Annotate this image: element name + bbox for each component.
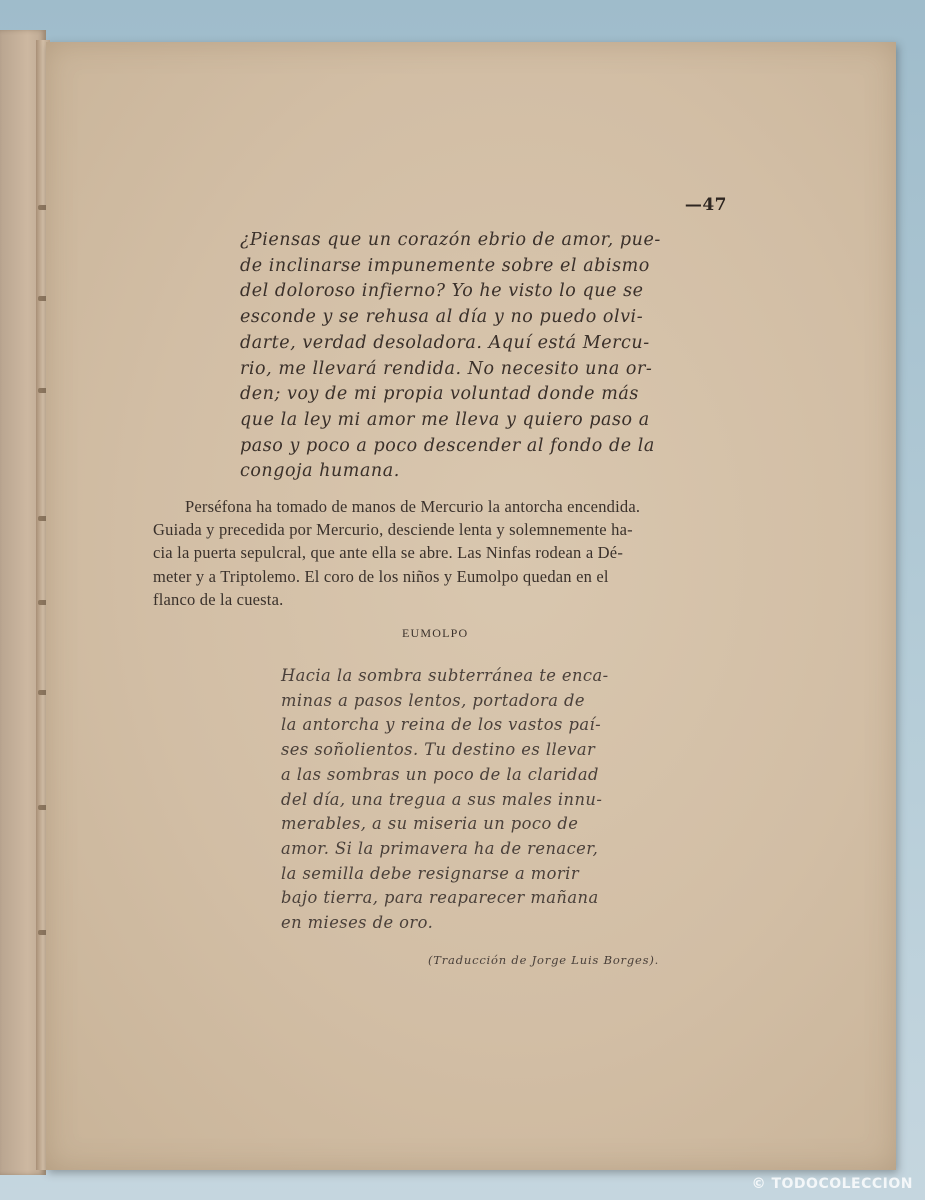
speech-line: Hacia la sombra subterránea te enca- xyxy=(281,666,609,685)
speech-line: rio, me llevará rendida. No necesito una or- xyxy=(240,358,653,379)
speech-line: ¿Piensas que un corazón ebrio de amor, pue- xyxy=(240,230,661,250)
stage-direction-line: Guiada y precedida por Mercurio, desciende lenta y solemnemente ha- xyxy=(153,520,633,540)
speech-line: amor. Si la primavera ha de renacer, xyxy=(281,838,599,858)
speech-line: paso y poco a poco descender al fondo de la xyxy=(240,435,655,456)
speech-line: de inclinarse impunemente sobre el abismo xyxy=(240,255,650,276)
stage-direction-line: flanco de la cuesta. xyxy=(153,589,284,609)
speaker-heading: EUMOLPO xyxy=(402,626,469,640)
speech-line: ses soñolientos. Tu destino es llevar xyxy=(281,740,596,760)
speech-line: congoja humana. xyxy=(240,461,400,482)
speech-line: esconde y se rehusa al día y no puedo olvi- xyxy=(240,307,644,328)
speech-line: minas a pasos lentos, portadora de xyxy=(281,690,585,710)
speech-line: en mieses de oro. xyxy=(281,913,434,933)
speech-line: del día, una tregua a sus males innu- xyxy=(281,789,603,809)
speech-line: darte, verdad desoladora. Aquí está Mercu- xyxy=(240,332,650,353)
stage-direction-line: cia la puerta sepulcral, que ante ella se abre. Las Ninfas rodean a Dé- xyxy=(153,543,624,563)
speech-line: la semilla debe resignarse a morir xyxy=(281,863,580,883)
speech-line: den; voy de mi propia voluntad donde más xyxy=(240,384,639,405)
speech-line: bajo tierra, para reaparecer mañana xyxy=(281,888,599,908)
speech-line: que la ley mi amor me lleva y quiero paso a xyxy=(240,409,650,430)
translation-credit: (Traducción de Jorge Luis Borges). xyxy=(428,953,660,967)
watermark: © TODOCOLECCION xyxy=(751,1176,913,1192)
eumolpo-speech xyxy=(281,664,609,936)
speech-line: la antorcha y reina de los vastos paí- xyxy=(281,715,602,735)
persephone-speech xyxy=(240,228,661,485)
stage-direction-line: meter y a Triptolemo. El coro de los niños y Eumolpo quedan en el xyxy=(153,566,609,586)
stage-direction xyxy=(153,495,640,611)
speech-line: a las sombras un poco de la claridad xyxy=(281,764,599,784)
stage-direction-line: Perséfona ha tomado de manos de Mercurio la antorcha encendida. xyxy=(185,497,641,516)
speech-line: merables, a su miseria un poco de xyxy=(281,814,579,834)
page-number: —47 xyxy=(684,195,727,215)
speech-line: del doloroso infierno? Yo he visto lo que se xyxy=(240,281,644,302)
